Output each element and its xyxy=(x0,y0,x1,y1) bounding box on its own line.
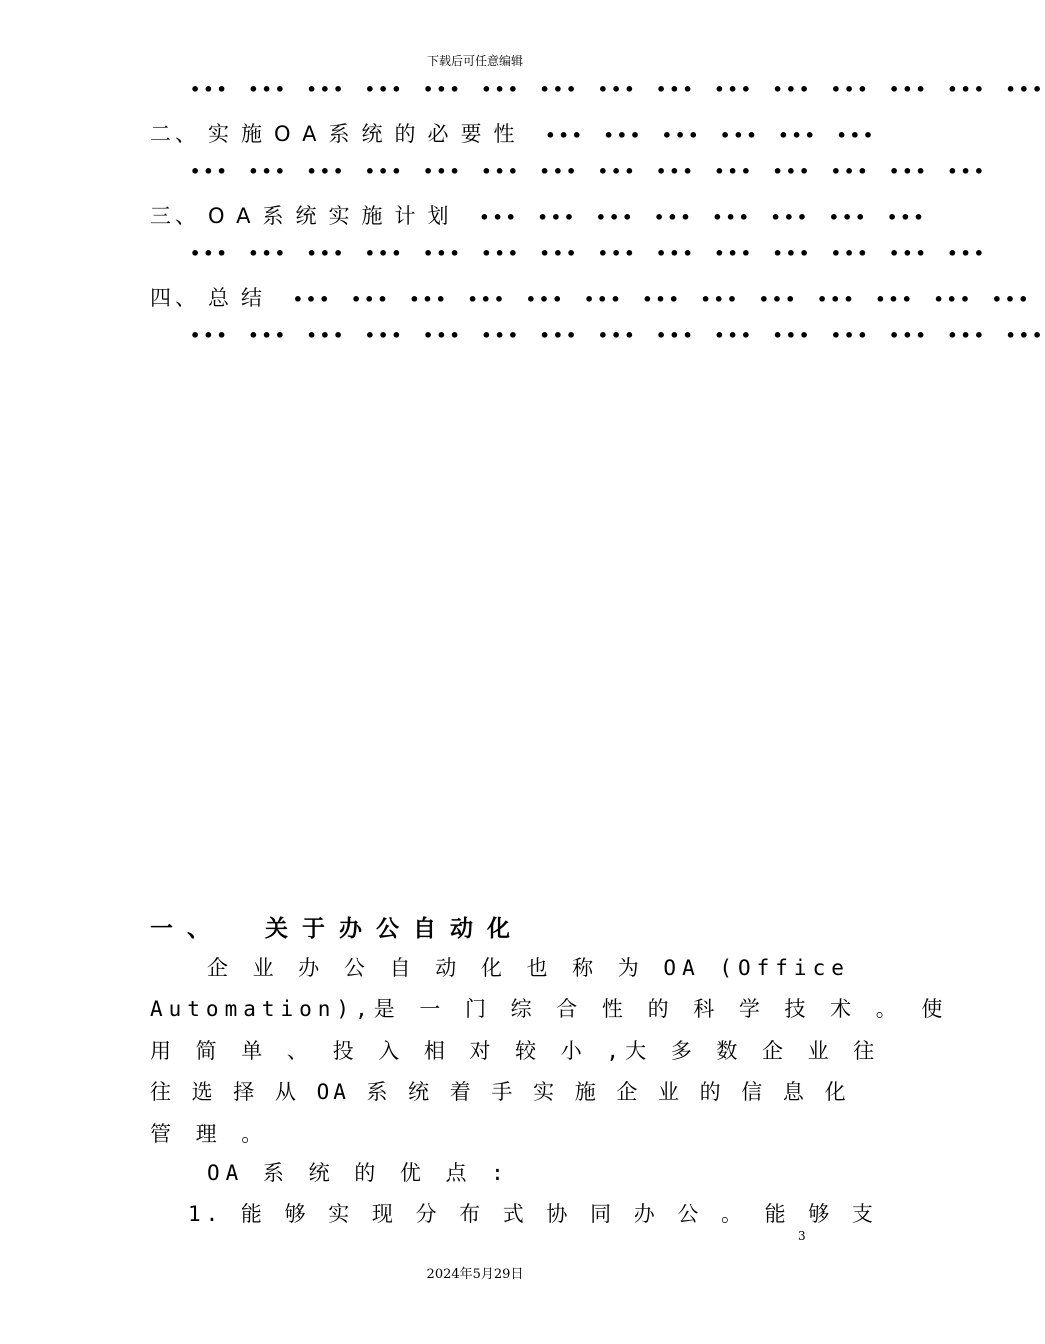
toc-item-number: 三、 xyxy=(150,204,200,228)
toc-item-necessity[interactable] xyxy=(150,118,876,148)
toc-item-number: 四、 xyxy=(150,286,200,310)
toc-leader-dots: ••• ••• ••• ••• ••• ••• ••• ••• ••• ••• ••• ••• ••• ••• xyxy=(190,244,987,263)
list-item: 1. 能 够 实 现 分 布 式 协 同 办 公 。 能 够 支 xyxy=(188,1202,878,1226)
section-number: 一、 xyxy=(150,916,224,942)
toc-leader-dots: ••• ••• ••• ••• ••• ••• ••• ••• ••• ••• ••• ••• ••• ••• ••• xyxy=(190,80,1045,99)
paragraph-line: 企 业 办 公 自 动 化 也 称 为 OA (Office xyxy=(207,956,850,980)
footer-date: 2024年5月29日 xyxy=(426,1267,524,1282)
page-header: 下载后可任意编辑 xyxy=(426,54,523,68)
toc-item-title: 实施OA系统的必要性 xyxy=(208,122,527,146)
page-number: 3 xyxy=(798,1229,806,1243)
section-title: 关于办公自动化 xyxy=(265,916,524,942)
toc-item-title: 总结 xyxy=(208,286,274,310)
section-heading xyxy=(150,910,524,943)
toc-leader-dots: ••• ••• ••• ••• ••• ••• ••• ••• ••• ••• ••• ••• ••• ••• ••• xyxy=(190,326,1045,345)
paragraph-line: 往 选 择 从 OA 系 统 着 手 实 施 企 业 的 信 息 化 xyxy=(150,1080,850,1104)
toc-leader-dots: ••• ••• ••• ••• ••• ••• ••• ••• xyxy=(479,208,927,227)
toc-leader-dots: ••• ••• ••• ••• ••• ••• ••• ••• ••• ••• ••• ••• ••• ••• xyxy=(190,162,987,181)
paragraph-line: 用 简 单 、 投 入 相 对 较 小 ,大 多 数 企 业 往 xyxy=(150,1039,881,1063)
toc-item-title: OA系统实施计划 xyxy=(208,204,461,228)
paragraph-line: Automation),是 一 门 综 合 性 的 科 学 技 术 。 使 xyxy=(150,997,949,1021)
toc-item-summary[interactable] xyxy=(150,282,1031,312)
toc-leader-dots: ••• ••• ••• ••• ••• ••• ••• ••• ••• ••• ••• ••• ••• xyxy=(292,290,1032,309)
toc-item-plan[interactable] xyxy=(150,200,927,230)
paragraph-line: OA 系 统 的 优 点 : xyxy=(207,1161,510,1185)
toc-leader-dots: ••• ••• ••• ••• ••• ••• xyxy=(545,126,877,145)
paragraph-line: 管 理 。 xyxy=(150,1122,269,1146)
toc-item-number: 二、 xyxy=(150,122,200,146)
